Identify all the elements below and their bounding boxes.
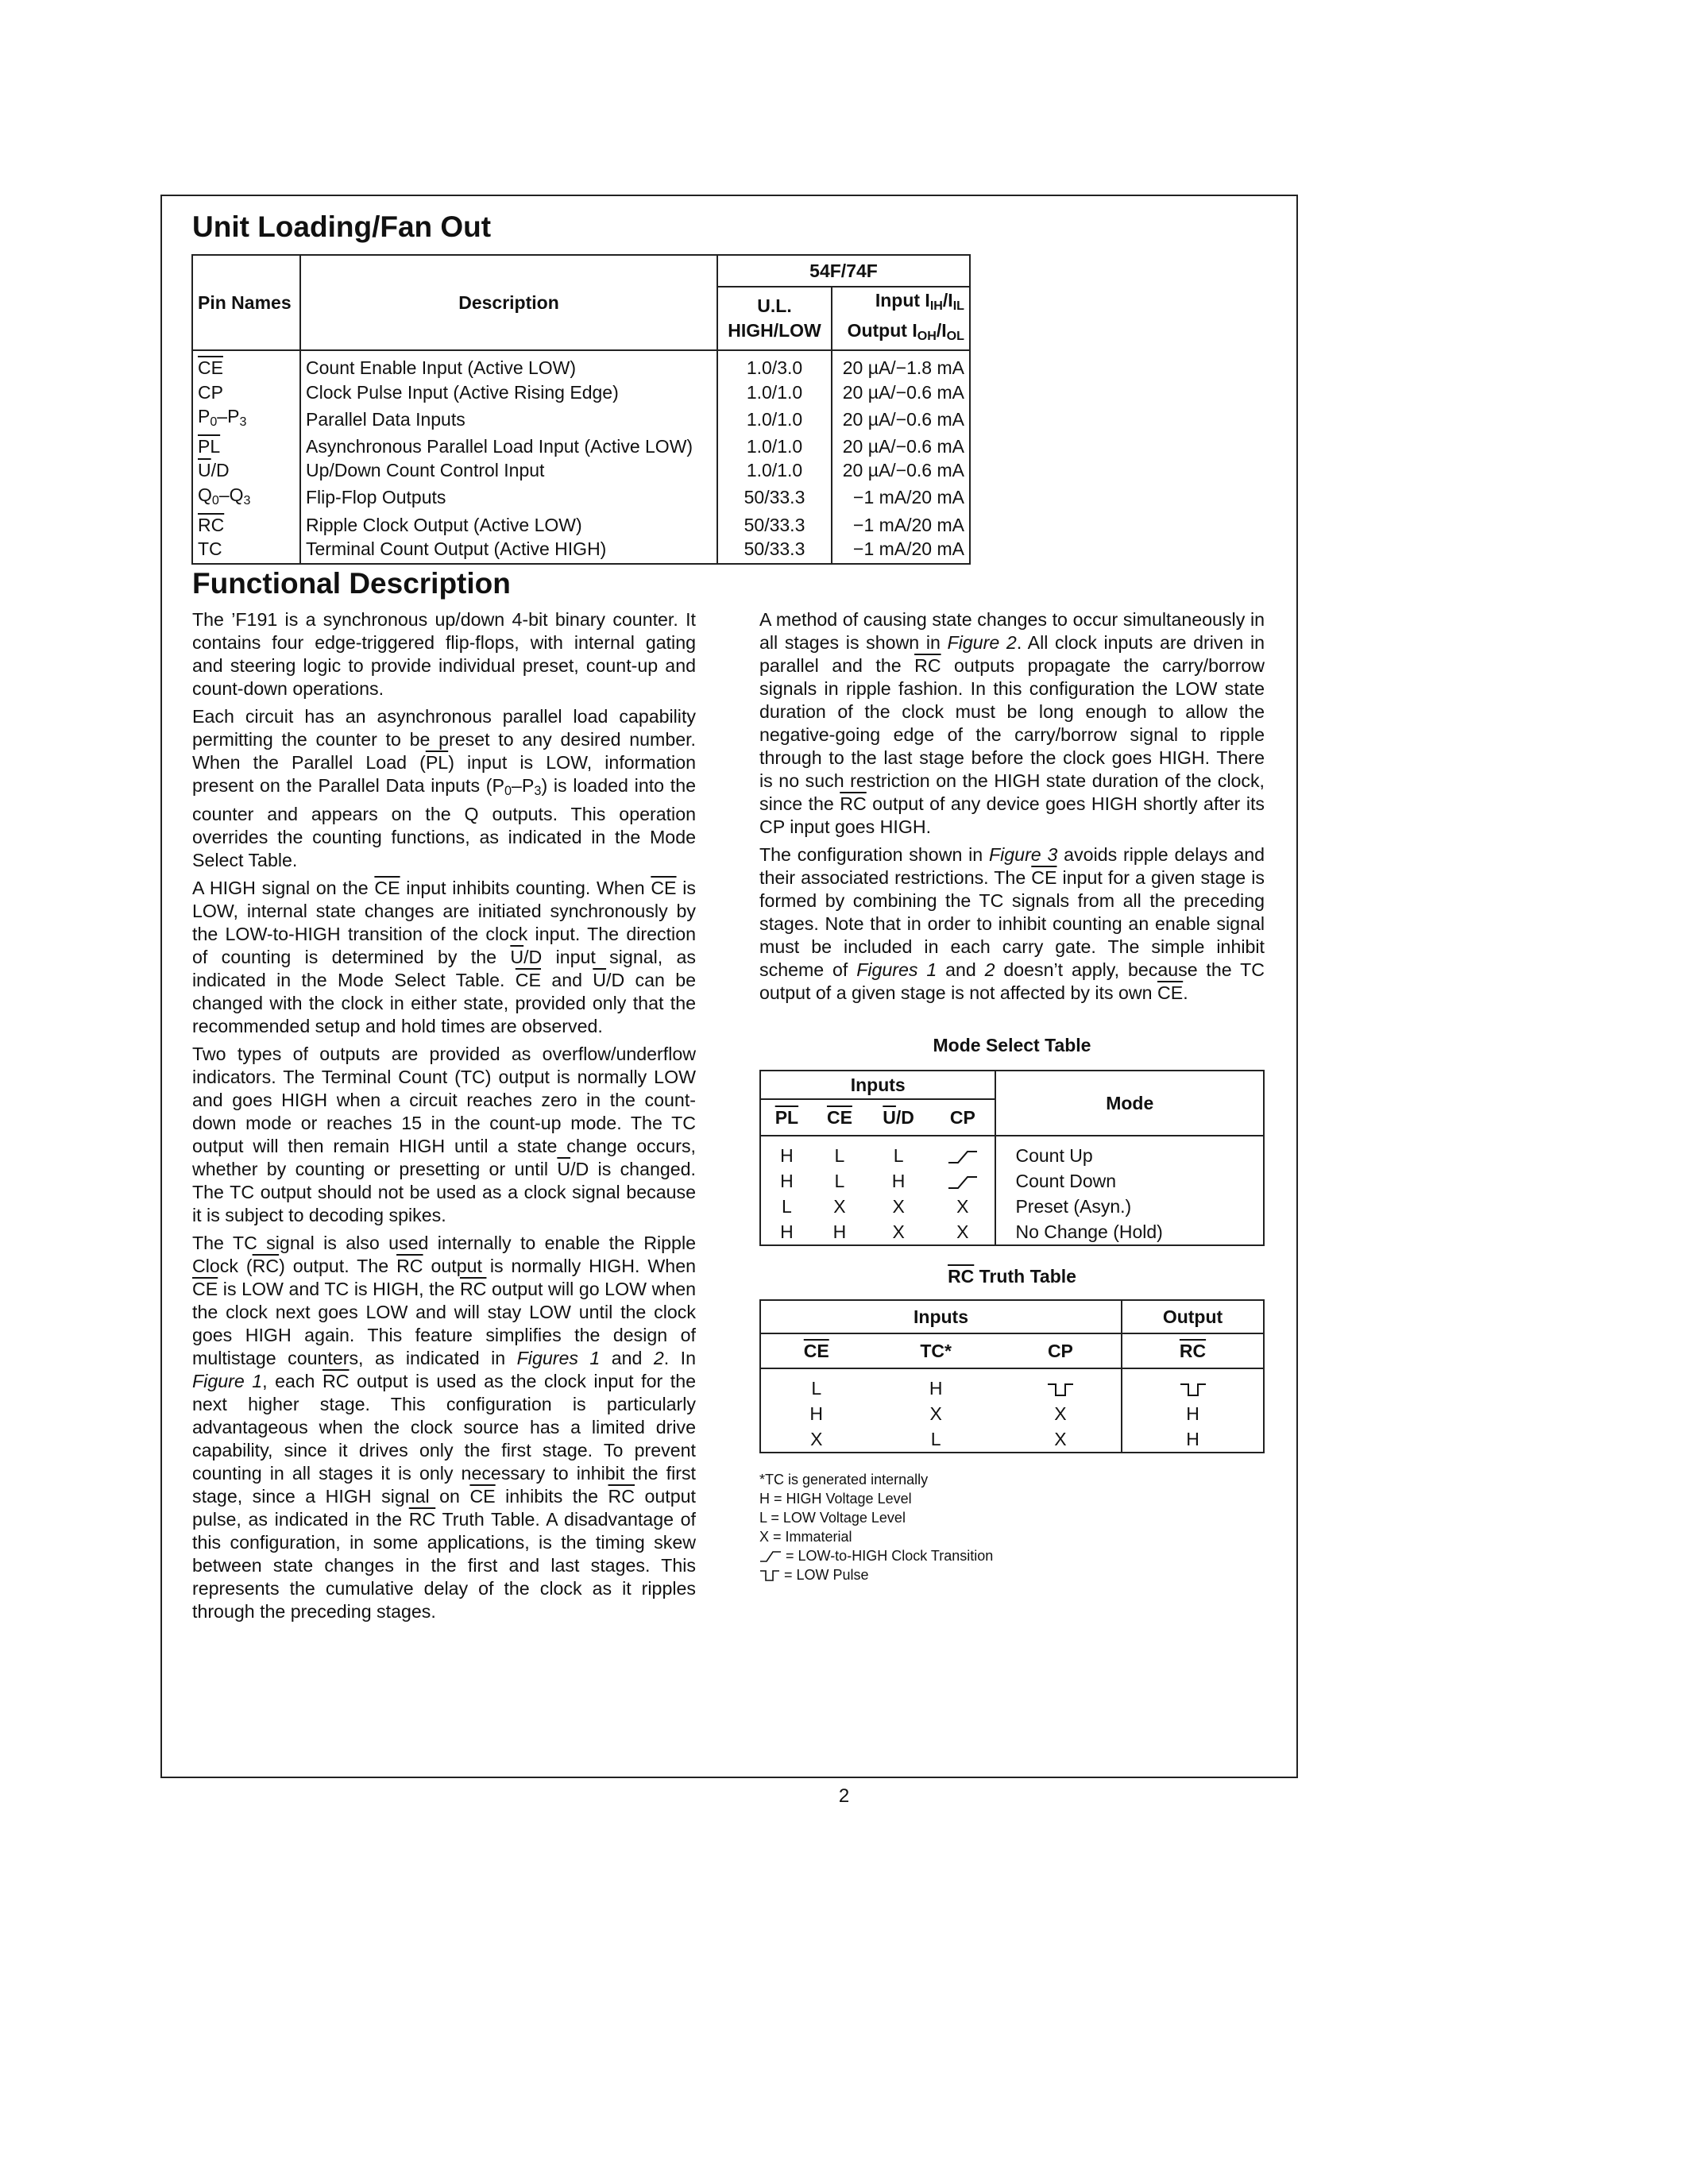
pin-description: Terminal Count Output (Active HIGH) [300,537,717,564]
pin-io: 20 µA/−0.6 mA [832,404,970,434]
pin-pl: $\overline{PL}$ [192,434,300,459]
paragraph: Two types of outputs are provided as overflow/underflow indicators. The Terminal Count (TC) output is normally LOW and goes HIGH when a circuit reaches zero in the count-down mode or reaches 15 in the count-up mode. The TC output will then remain HIGH until a state change occurs, whether by counting or presetting or until $\overline{U}/D$ is changed. The TC output should not be used as a clock signal because it is subject to decoding spikes. [192,1044,696,1226]
pin-ul: 1.0/1.0 [717,404,832,434]
table-row [760,1401,1264,1426]
cell-pl: H [760,1136,813,1168]
pin-io: −1 mA/20 mA [832,537,970,564]
header-description: Description [300,255,717,350]
cell-ce: L [760,1368,871,1401]
cell-cp [930,1136,995,1168]
note: X = Immaterial [759,1529,852,1545]
mode-select-table [759,1070,1265,1246]
cell-ud: X [892,1196,905,1217]
paragraph: A HIGH signal on the $\overline{CE}$ input inhibits counting. When $\overline{CE}$ is LOW, internal state changes are initiated synchronously by the LOW-to-HIGH transition of the clock input. The direction of counting is determined by the $\overline{U}/D$ input signal, as indicated in the Mode Select Table. $\overline{CE}$ and $\overline{U}/D$ can be changed with the clock in either state, provided only that the recommended setup and hold times are observed. [192,878,697,1037]
table-row [760,1194,1264,1219]
mode-header: Mode [995,1071,1264,1136]
pin-ul: 50/33.3 [717,483,832,513]
pin-io: 20 µA/−0.6 mA [832,380,970,405]
paragraph: A method of causing state changes to occur simultaneously in all stages is shown in Figure 2. All clock inputs are driven in parallel and the $\overline{RC}$ outputs propagate the carry/borrow signals in ripple fashion. In this configuration the LOW state duration of the clock must be long enough to allow the negative-going edge of the carry/borrow signal to ripple through to the last stage before the clock goes HIGH. There is no such restriction on the HIGH state duration of the clock, since the $\overline{RC}$ output of any device goes HIGH shortly after its CP input goes HIGH. [759,609,1265,837]
pin-ul: 1.0/1.0 [717,458,832,483]
pin-ud: $\overline{U}/D$ [192,458,300,483]
col-ud: $\overline{U}/D$ [867,1099,930,1136]
col-ce: $\overline{CE}$ [760,1333,871,1368]
cell-ud: H [891,1171,906,1191]
note: = LOW Pulse [759,1565,993,1584]
cell-ce: X [833,1196,846,1217]
page-number: 2 [838,1785,850,1807]
pin-ul: 1.0/1.0 [717,380,832,405]
mode-table-caption: Mode Select Table [933,1035,1091,1055]
cell-cp [930,1168,995,1194]
col-ce: $\overline{CE}$ [813,1099,867,1136]
header-input-output: Input $I_{IH}/I_{IL}$ Output $I_{OH}/I_{OL}$ [832,287,970,350]
paragraph: Each circuit has an asynchronous parallel load capability permitting the counter to be preset to any desired number. When the Parallel Load $(\overline{PL})$ input is LOW, information present on the Parallel Data inputs $(P_0-P_3)$ is loaded into the counter and appears on the Q outputs. This operation overrides the counting functions, as indicated in the Mode Select Table. [192,706,696,871]
cell-ce: X [760,1426,871,1453]
pin-io: 20 µA/−1.8 mA [832,350,970,380]
cell-mode: No Change (Hold) [995,1219,1264,1245]
table-row [192,513,970,538]
header-pin-names: Pin Names [192,255,300,350]
cell-rc: H [1122,1401,1264,1426]
cell-ud: X [867,1219,930,1245]
cell-pl: H [760,1219,813,1245]
col-rc: $\overline{RC}$ [1122,1333,1264,1368]
low-pulse-icon [759,1569,780,1583]
table-row [760,1368,1264,1401]
cell-cp: X [956,1196,969,1217]
pin-io: 20 µA/−0.6 mA [832,434,970,459]
table-row [760,1136,1264,1168]
note: = LOW-to-HIGH Clock Transition [759,1546,993,1565]
col-cp: CP [1000,1333,1122,1368]
table-row [192,404,970,434]
pin-ul: 1.0/1.0 [717,434,832,459]
pin-ul: 50/33.3 [717,537,832,564]
rc-output-header: Output [1122,1300,1264,1333]
cell-ce: L [834,1171,845,1191]
table-row [760,1426,1264,1453]
pin-cp: CP [192,380,300,405]
pin-description: Clock Pulse Input (Active Rising Edge) [300,380,717,405]
table-notes [759,1470,993,1584]
pin-ul: 50/33.3 [717,513,832,538]
cell-cp: X [1054,1403,1067,1424]
cell-mode: Count Up [995,1136,1264,1168]
rising-edge-icon [947,1174,979,1191]
unit-loading-title: Unit Loading/Fan Out [192,210,492,243]
paragraph: The ’F191 is a synchronous up/down 4-bit binary counter. It contains four edge-triggered flip-flops, with internal gating and steering logic to provide individual preset, count-up and count-down operations. [192,609,696,699]
cell-ce: H [813,1219,867,1245]
rising-edge-icon [947,1148,979,1166]
cell-mode: Count Down [995,1168,1264,1194]
pin-description: Asynchronous Parallel Load Input (Active LOW) [300,434,717,459]
note: L = LOW Voltage Level [759,1510,906,1526]
col-tc: TC* [871,1333,999,1368]
cell-pl: H [760,1168,813,1194]
table-row [192,537,970,564]
rc-table-caption: $\overline{RC}$ Truth Table [948,1266,1076,1287]
functional-left-column [192,608,696,1628]
cell-rc [1122,1368,1264,1401]
functional-right-column [759,608,1265,1009]
pin-description: Parallel Data Inputs [300,404,717,434]
pin-io: 20 µA/−0.6 mA [832,458,970,483]
pin-q0-q3: $Q_0-Q_3$ [192,483,300,513]
pin-tc: TC [192,537,300,564]
table-row [192,380,970,405]
low-pulse-icon [1179,1381,1207,1399]
paragraph: The TC signal is also used internally to enable the Ripple Clock $(\overline{RC})$ output. The $\overline{RC}$ output is normally HIGH. When $\overline{CE}$ is LOW and TC is HIGH, the $\overline{RC}$ output will go LOW when the clock next goes LOW and will stay LOW until the clock goes HIGH again. This feature simplifies the design of multistage counters, as indicated in Figures 1 and 2. In Figure 1, each $\overline{RC}$ output is used as the clock input for the next higher stage. This configuration is particularly advantageous when the clock source has a limited drive capability, since it drives only the first stage. To prevent counting in all stages it is only necessary to inhibit the first stage, since a HIGH signal on $\overline{CE}$ inhibits the $\overline{RC}$ output pulse, as indicated in the $\overline{RC}$ Truth Table. A disadvantage of this configuration, in some applications, is the timing skew between state changes in the first and last stages. This represents the cumulative delay of the clock as it ripples through the preceding stages. [192,1233,697,1623]
pin-p0-p3: $P_0-P_3$ [192,404,300,434]
rising-edge-icon [759,1549,782,1564]
cell-tc: L [871,1426,999,1453]
pin-ce: $\overline{CE}$ [192,350,300,380]
table-row [192,483,970,513]
mode-inputs-header: Inputs [760,1071,995,1099]
pin-description: Up/Down Count Control Input [300,458,717,483]
cell-cp: X [1000,1426,1122,1453]
cell-rc: H [1122,1426,1264,1453]
cell-ce: L [834,1145,845,1166]
table-row [192,434,970,459]
table-row [760,1219,1264,1245]
table-row [192,458,970,483]
unit-loading-table [191,254,971,565]
rc-inputs-header: Inputs [760,1300,1122,1333]
pin-description: Ripple Clock Output (Active LOW) [300,513,717,538]
header-group: 54F/74F [717,255,970,287]
pin-io: −1 mA/20 mA [832,483,970,513]
cell-cp: X [930,1219,995,1245]
cell-ce: H [760,1401,871,1426]
pin-rc: $\overline{RC}$ [192,513,300,538]
cell-mode: Preset (Asyn.) [995,1194,1264,1219]
paragraph: The configuration shown in Figure 3 avoids ripple delays and their associated restrictions. The $\overline{CE}$ input for a given stage is formed by combining the TC signals from all the preceding stages. Note that in order to inhibit counting an enable signal must be included in each carry gate. The simple inhibit scheme of Figures 1 and 2 doesn’t apply, because the TC output of a given stage is not affected by its own $\overline{CE}$. [759,844,1265,1003]
pin-ul: 1.0/3.0 [717,350,832,380]
cell-ud: L [893,1145,904,1166]
pin-description: Count Enable Input (Active LOW) [300,350,717,380]
cell-tc: X [929,1403,942,1424]
pin-description: Flip-Flop Outputs [300,483,717,513]
pin-io: −1 mA/20 mA [832,513,970,538]
note: *TC is generated internally [759,1472,929,1488]
table-row [192,350,970,380]
cell-tc: H [929,1378,943,1399]
note: H = HIGH Voltage Level [759,1491,912,1507]
header-ul: U.L. HIGH/LOW [717,287,832,350]
rc-truth-table [759,1299,1265,1453]
col-cp: CP [930,1099,995,1136]
low-pulse-icon [1046,1381,1075,1399]
functional-description-title: Functional Description [192,567,511,600]
cell-cp [1000,1368,1122,1401]
cell-pl: L [760,1194,813,1219]
table-row [760,1168,1264,1194]
col-pl: $\overline{PL}$ [760,1099,813,1136]
